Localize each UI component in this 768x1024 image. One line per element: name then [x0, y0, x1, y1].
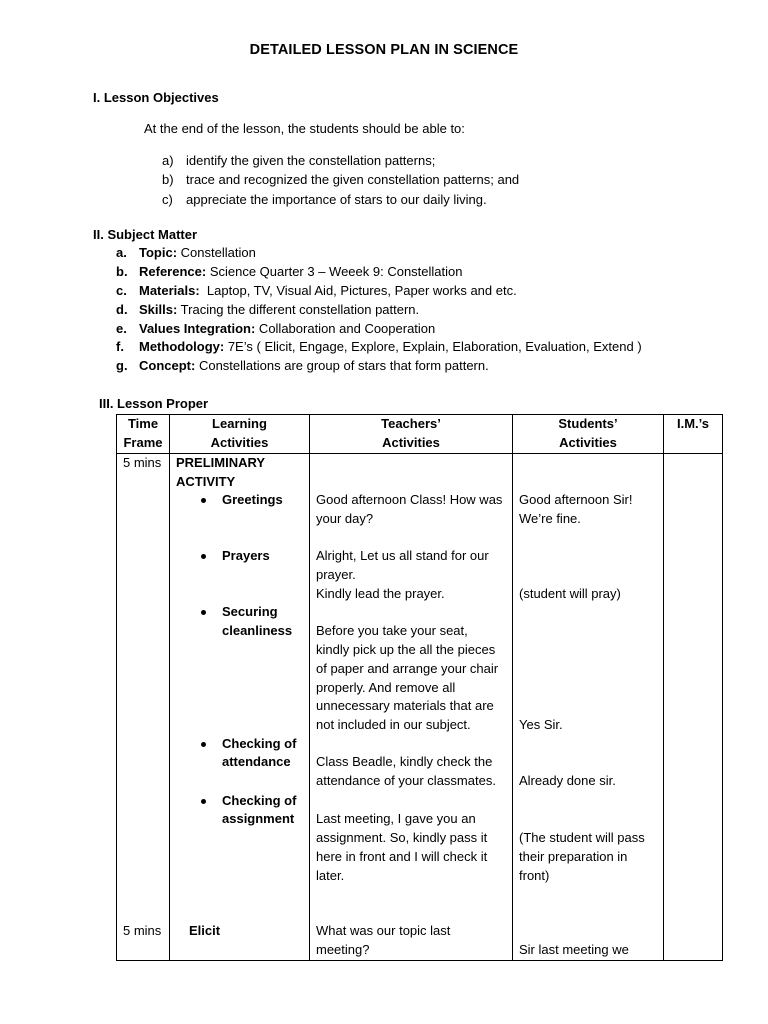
bullet-icon: [201, 498, 206, 503]
teachers-activities-cell: [310, 453, 513, 960]
list-item: a) identify the given the constellation patterns;: [162, 153, 436, 168]
list-item: a. Topic: Constellation: [116, 245, 256, 260]
ims-cell: [664, 453, 723, 960]
student-line: front): [519, 867, 550, 883]
lesson-proper-heading: III. Lesson Proper: [99, 396, 209, 411]
time-label: 5 mins: [123, 454, 162, 470]
list-item: b) trace and recognized the given constellation patterns; and: [162, 172, 520, 188]
teacher-line: Before you take your seat,: [316, 622, 468, 638]
student-line: (The student will pass: [519, 829, 645, 845]
teacher-line: Good afternoon Class! How was: [316, 491, 503, 507]
list-item: c. Materials: Laptop, TV, Visual Aid, Pictures, Paper works and etc.: [116, 282, 517, 298]
teacher-line: later.: [316, 867, 345, 883]
preliminary-label: ACTIVITY: [176, 473, 236, 489]
header-learning-activities: Learning Activities: [170, 415, 310, 454]
teacher-line: Alright, Let us all stand for our: [316, 547, 489, 563]
student-line: Yes Sir.: [519, 716, 563, 732]
time-label: 5 mins: [123, 922, 162, 938]
teacher-line: not included in our subject.: [316, 716, 471, 732]
header-teachers-activities: Teachers’ Activities: [310, 415, 513, 454]
subject-matter-list: [116, 244, 642, 376]
list-item: c) appreciate the importance of stars to our daily living.: [162, 191, 487, 207]
student-line: We’re fine.: [519, 510, 581, 526]
list-item: b. Reference: Science Quarter 3 – Weeek 9: Constellation: [116, 263, 463, 279]
bullet-icon: [201, 610, 206, 615]
preliminary-label: PRELIMINARY: [176, 454, 266, 470]
activity-attendance: attendance: [222, 753, 291, 769]
list-item: f. Methodology: 7E’s ( Elicit, Engage, Explore, Explain, Elaboration, Evaluation, Extend ): [116, 339, 642, 355]
activity-assignment: assignment: [222, 810, 295, 826]
student-line: Good afternoon Sir!: [519, 491, 633, 507]
activity-greetings: Greetings: [222, 491, 283, 507]
learning-activities-cell: [170, 453, 310, 960]
objectives-intro: At the end of the lesson, the students should be able to:: [144, 121, 465, 136]
subject-matter-heading: II. Subject Matter: [93, 227, 198, 242]
objectives-list: [162, 151, 519, 209]
teacher-line: meeting?: [316, 941, 370, 957]
list-item: g. Concept: Constellations are group of stars that form pattern.: [116, 358, 489, 374]
objectives-heading: I. Lesson Objectives: [93, 90, 219, 105]
activity-prayers: Prayers: [222, 547, 270, 563]
students-activities-cell: [513, 453, 664, 960]
student-line: Already done sir.: [519, 772, 616, 788]
teacher-line: Class Beadle, kindly check the: [316, 753, 493, 769]
student-line: their preparation in: [519, 848, 628, 864]
list-item: d. Skills: Tracing the different constellation pattern.: [116, 301, 420, 317]
bullet-icon: [201, 742, 206, 747]
time-frame-cell: [117, 453, 170, 960]
teacher-line: unnecessary materials that are: [316, 697, 494, 713]
teacher-line: Last meeting, I gave you an: [316, 810, 476, 826]
list-item: e. Values Integration: Collaboration and Cooperation: [116, 320, 436, 336]
bullet-icon: [201, 799, 206, 804]
activity-securing: Securing: [222, 603, 278, 619]
activity-assignment: Checking of: [222, 792, 297, 808]
activity-attendance: Checking of: [222, 735, 297, 751]
page-title: DETAILED LESSON PLAN IN SCIENCE: [249, 42, 519, 58]
header-students-activities: Students’ Activities: [513, 415, 664, 454]
activity-elicit: Elicit: [189, 922, 221, 938]
teacher-line: attendance of your classmates.: [316, 772, 496, 788]
bullet-icon: [201, 554, 206, 559]
teacher-line: What was our topic last: [316, 922, 451, 938]
table-header-row: [117, 415, 723, 454]
teacher-line: of paper and arrange your chair: [316, 660, 499, 676]
teacher-line: assignment. So, kindly pass it: [316, 829, 488, 845]
teacher-line: kindly pick up the all the pieces: [316, 641, 496, 657]
teacher-line: your day?: [316, 510, 374, 526]
header-time-frame: Time Frame: [117, 415, 170, 454]
activity-securing: cleanliness: [222, 622, 293, 638]
teacher-line: properly. And remove all: [316, 679, 456, 695]
student-line: (student will pray): [519, 585, 621, 601]
teacher-line: here in front and I will check it: [316, 848, 488, 864]
teacher-line: prayer.: [316, 566, 356, 582]
student-line: Sir last meeting we: [519, 941, 629, 957]
lesson-plan-table: [116, 414, 723, 961]
header-ims: I.M.’s: [664, 415, 723, 454]
teacher-line: Kindly lead the prayer.: [316, 585, 445, 601]
table-row: [117, 453, 723, 960]
